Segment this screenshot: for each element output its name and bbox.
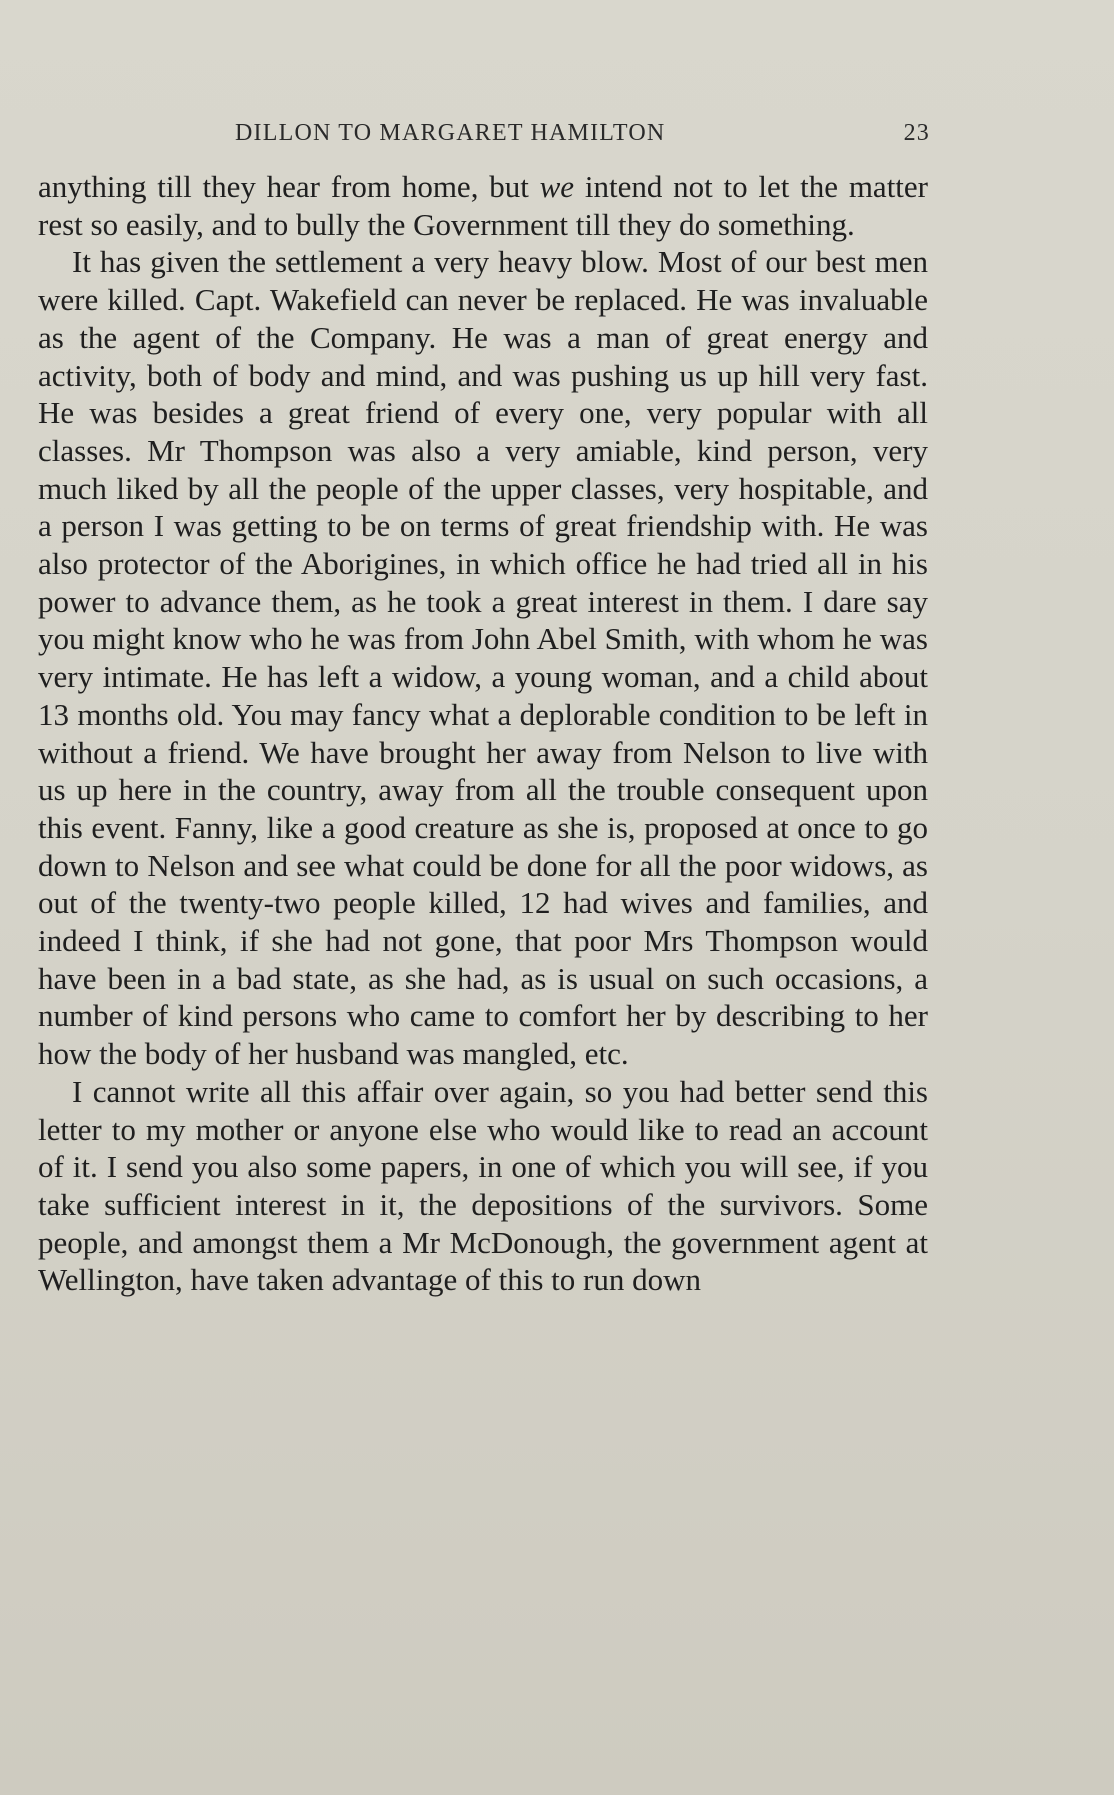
running-title: DILLON TO MARGARET HAMILTON bbox=[235, 120, 666, 146]
paragraph-settlement: It has given the settlement a very heavy blow. Most of our best men were killed. Capt. Wakefield can never be replaced. He was invaluable as the agent of the Company. He was a man of great energy and activity, both of body and mind, and was pushing us up hill very fast. He was besides a great friend of every one, very popular with all classes. Mr Thompson was also a very amiable, kind person, very much liked by all the people of the upper classes, very hospitable, and a person I was getting to be on terms of great friendship with. He was also protector of the Aborigines, in which office he had tried all in his power to advance them, as he took a great interest in them. I dare say you might know who he was from John Abel Smith, with whom he was very intimate. He has left a widow, a young woman, and a child about 13 months old. You may fancy what a deplorable condition to be left in without a friend. We have brought her away from Nelson to live with us up here in the country, away from all the trouble consequent upon this event. Fanny, like a good creature as she is, proposed at once to go down to Nelson and see what could be done for all the poor widows, as out of the twenty-two people killed, 12 had wives and families, and indeed I think, if she had not gone, that poor Mrs Thompson would have been in a bad state, as she had, as is usual on such occasions, a number of kind persons who came to comfort her by describing to her how the body of her husband was mangled, etc. bbox=[38, 244, 928, 1072]
page-number: 23 bbox=[903, 120, 930, 146]
body-text bbox=[38, 168, 928, 1299]
paragraph-text: anything till they hear from home, but bbox=[38, 169, 540, 204]
paragraph-text: intend not to let the matter rest so easily, and to bully the Government till they do something. bbox=[38, 169, 928, 242]
emphasized-word: we bbox=[539, 169, 575, 204]
running-header bbox=[235, 120, 930, 152]
paragraph-continuation bbox=[38, 168, 928, 243]
paragraph-letter: I cannot write all this affair over again, so you had better send this letter to my mother or anyone else who would like to read an account of it. I send you also some papers, in one of which you will see, if you take sufficient interest in it, the depositions of the survivors. Some people, and amongst them a Mr McDonough, the government agent at Wellington, have taken advantage of this to run down bbox=[38, 1073, 928, 1298]
